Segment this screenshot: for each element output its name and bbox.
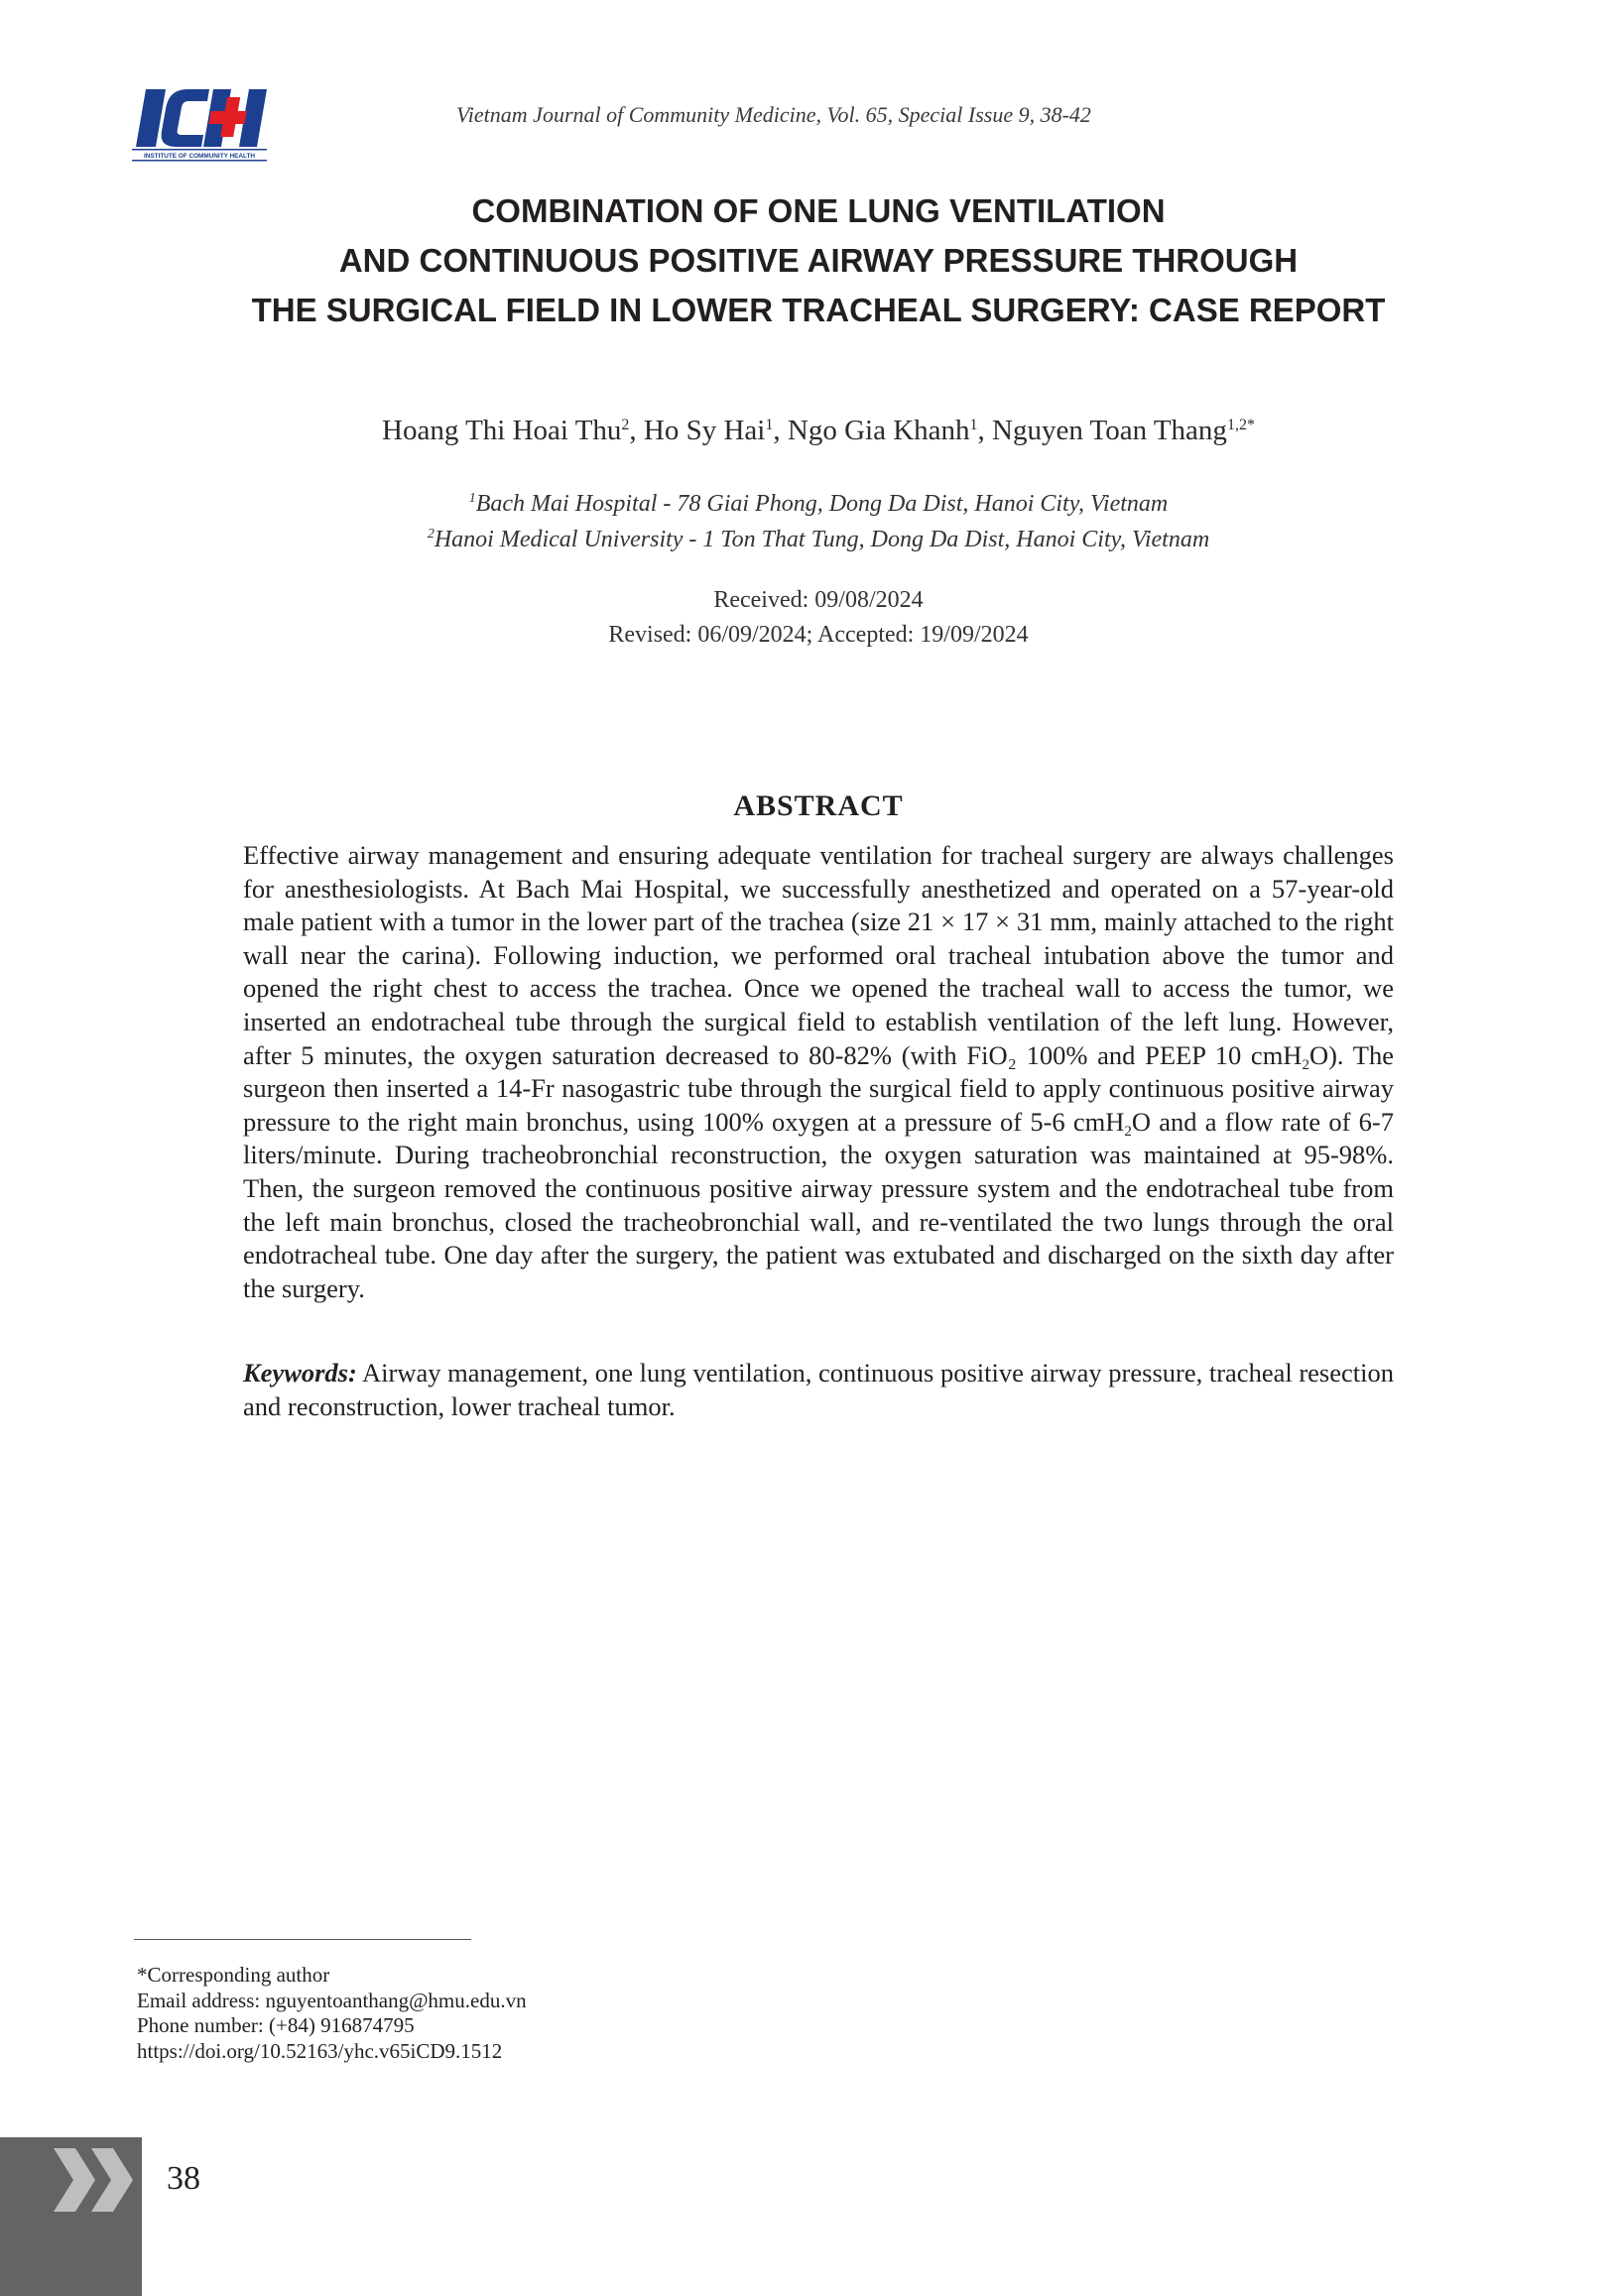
abstract-text: Effective airway management and ensuring adequate ventilation for tracheal surgery are always challenges for anesthesiologists. At Bach Mai Hospital, we successfully anesthetized and operated on a 57-year-old male patient with a tumor in the lower part of the trachea (size 21 × 17 × 31 mm, mainly attached to the right wall near the carina). Following induction, we performed oral tracheal intubation above the tumor and opened the right chest to access the trachea. Once we opened the tracheal wall to access the tumor, we inserted an endotracheal tube through the surgical field to establish ventilation of the left lung. However, after 5 minutes, the oxygen saturation decreased to 80-82% (with FiO₂ 100% and PEEP 10 cmH — [243, 840, 1394, 1070]
abstract-text: O). The surgeon then inserted a 14-Fr nasogastric tube through the surgical field to apply continuous positive airway pressure to the right main bronchus, using 100% oxygen at a pressure of 5-6 cmH — [243, 1039, 1394, 1137]
page-number: 38 — [167, 2160, 200, 2197]
keywords-text: Airway management, one lung ventilation, continuous positive airway pressure, tracheal resection and reconstruction, lower tracheal tumor. — [243, 1358, 1394, 1421]
journal-logo — [132, 87, 269, 163]
abstract-body — [243, 839, 1394, 1305]
author-affiliation-mark: 1 — [765, 417, 774, 433]
article-title — [89, 186, 1548, 335]
phone-number: Phone number: (+84) 916874795 — [137, 2013, 415, 2037]
affiliation-item — [99, 486, 1538, 522]
affiliation-item — [99, 522, 1538, 557]
title-line-2: AND CONTINUOUS POSITIVE AIRWAY PRESSURE THROUGH — [338, 242, 1299, 279]
author-affiliation-mark: 2 — [621, 417, 630, 433]
affiliation-mark: 1 — [468, 491, 476, 506]
doi-link[interactable]: https://doi.org/10.52163/yhc.v65iCD9.1512 — [137, 2038, 503, 2063]
footnote-divider — [134, 1939, 471, 1940]
author-affiliation-mark: 1,2* — [1226, 417, 1255, 433]
subscript: 2 — [1124, 1123, 1132, 1140]
article-dates — [99, 583, 1538, 653]
author-list: Hoang Thi Hoai Thu$^2$, Ho Sy Hai$^1$, Ngo Gia Khanh$^1$, Nguyen Toan Thang$^{1,2*}$ — [382, 415, 1255, 446]
footnotes — [137, 1963, 1030, 2064]
affiliation-mark: 2 — [427, 527, 435, 542]
revised-accepted-date: Revised: 06/09/2024; Accepted: 19/09/2024 — [608, 622, 1029, 648]
author-name: Ho Sy Hai — [643, 415, 766, 446]
journal-citation: Vietnam Journal of Community Medicine, Vol. 65, Special Issue 9, 38-42 — [456, 102, 1091, 127]
keywords-label: Keywords: — [243, 1358, 357, 1388]
email-address: Email address: nguyentoanthang@hmu.edu.vn — [137, 1988, 527, 2012]
title-line-1: COMBINATION OF ONE LUNG VENTILATION — [471, 192, 1166, 229]
affiliation-text: Hanoi Medical University - 1 Ton That Tung, Dong Da Dist, Hanoi City, Vietnam — [434, 527, 1210, 552]
affiliations — [99, 486, 1538, 557]
author-name: Nguyen Toan Thang — [992, 415, 1227, 446]
corresponding-author-note: *Corresponding author — [137, 1963, 330, 1987]
author-name: Ngo Gia Khanh — [787, 415, 970, 446]
abstract-heading: ABSTRACT — [733, 789, 904, 822]
author-affiliation-mark: 1 — [969, 417, 978, 433]
author-name: Hoang Thi Hoai Thu — [382, 415, 622, 446]
double-chevron-icon — [50, 2144, 141, 2216]
received-date: Received: 09/08/2024 — [713, 587, 924, 613]
logo-caption: INSTITUTE OF COMMUNITY HEALTH — [144, 153, 255, 160]
title-line-3: THE SURGICAL FIELD IN LOWER TRACHEAL SURGERY: CASE REPORT — [251, 292, 1386, 328]
keywords — [243, 1357, 1394, 1423]
subscript: 2 — [1302, 1056, 1309, 1073]
abstract-text: O and a flow rate of 6-7 liters/minute. During tracheobronchial reconstruction, the oxygen saturation was maintained at 95-98%. Then, the surgeon removed the continuous positive airway pressure system and the endotracheal tube from the left main bronchus, closed the tracheobronchial wall, and re-ventilated the two lungs through the oral endotracheal tube. One day after the surgery, the patient was extubated and discharged on the sixth day after the surgery. — [243, 1106, 1394, 1303]
affiliation-text: Bach Mai Hospital - 78 Giai Phong, Dong Da Dist, Hanoi City, Vietnam — [475, 491, 1169, 517]
